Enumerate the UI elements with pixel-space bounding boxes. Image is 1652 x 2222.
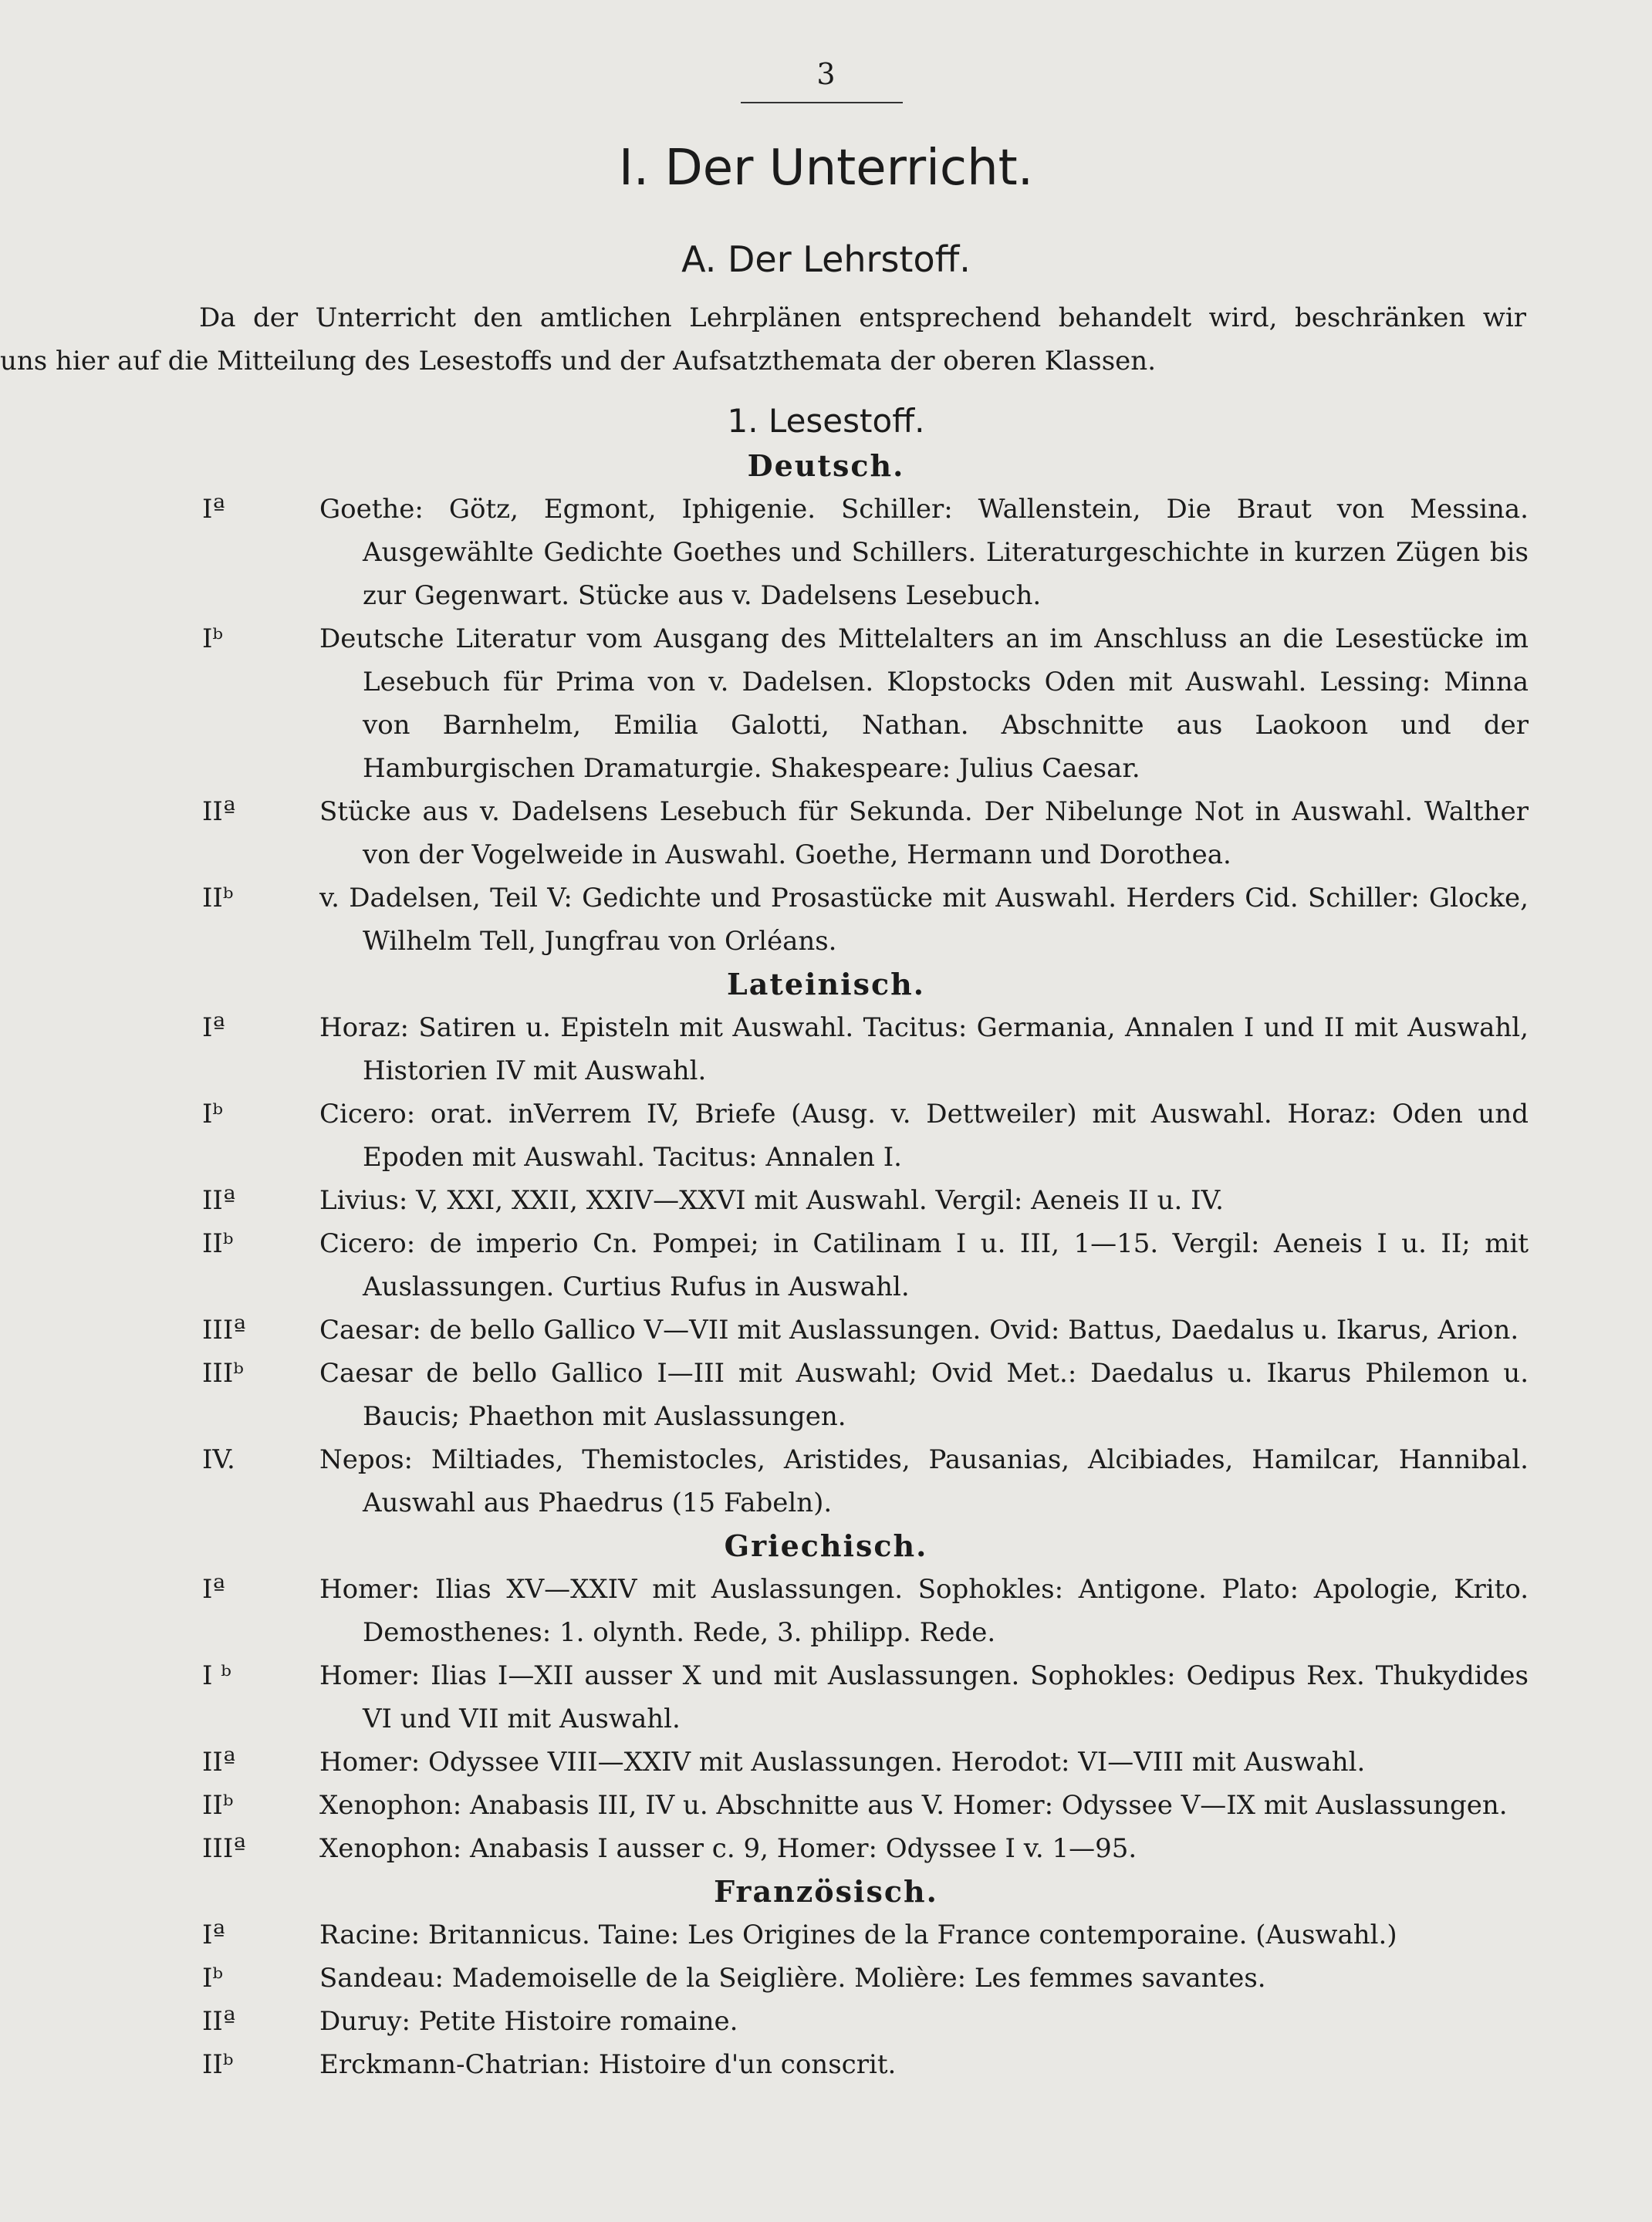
class-label: Iᵇ xyxy=(202,623,224,654)
entry-text: Goethe: Götz, Egmont, Iphigenie. Schiller: Wallenstein, Die Braut von Messina. Ausgewählte Gedichte Goethes und Schillers. Literaturgeschichte in kurzen Zügen bis zur Gegenwart. Stücke aus v. Dadelsens Lesebuch. xyxy=(319,494,1529,611)
class-label: Iª xyxy=(202,1574,225,1605)
entry-text: Stücke aus v. Dadelsens Lesebuch für Sekunda. Der Nibelunge Not in Auswahl. Walther von der Vogelweide in Auswahl. Goethe, Hermann und Dorothea. xyxy=(319,796,1529,870)
class-label: IIIª xyxy=(202,1833,246,1864)
class-label: I ᵇ xyxy=(202,1660,231,1691)
entry-text: Homer: Ilias I—XII ausser X und mit Auslassungen. Sophokles: Oedipus Rex. Thukydides VI und VII mit Auswahl. xyxy=(319,1660,1529,1734)
reading-entry xyxy=(0,1222,1652,1309)
page-number-rule xyxy=(741,102,903,103)
class-label: IIIª xyxy=(202,1315,246,1346)
class-label: IIᵇ xyxy=(202,1228,234,1259)
class-label: IIIᵇ xyxy=(202,1358,244,1389)
subject-heading: Französisch. xyxy=(714,1874,938,1909)
subject-heading: Griechisch. xyxy=(724,1528,928,1563)
subsection-title: 1. Lesestoff. xyxy=(727,402,925,440)
class-label: IIᵇ xyxy=(202,1790,234,1821)
reading-entry xyxy=(0,1654,1652,1741)
class-label: Iª xyxy=(202,1920,225,1950)
reading-entry xyxy=(0,1913,1652,1957)
reading-entry xyxy=(0,1741,1652,1784)
subject-heading: Deutsch. xyxy=(747,448,905,483)
class-label: IIª xyxy=(202,796,236,827)
entry-text: v. Dadelsen, Teil V: Gedichte und Prosastücke mit Auswahl. Herders Cid. Schiller: Glocke, Wilhelm Tell, Jungfrau von Orléans. xyxy=(319,883,1529,957)
reading-entry xyxy=(0,1309,1652,1352)
entry-text: Duruy: Petite Histoire romaine. xyxy=(319,2006,738,2037)
chapter-title: I. Der Unterricht. xyxy=(618,140,1034,197)
class-label: IIª xyxy=(202,1747,236,1778)
entry-text: Homer: Odyssee VIII—XXIV mit Auslassungen. Herodot: VI—VIII mit Auswahl. xyxy=(319,1747,1366,1778)
class-label: IIª xyxy=(202,1185,236,1216)
entry-text: Nepos: Miltiades, Themistocles, Aristides, Pausanias, Alcibiades, Hamilcar, Hannibal. Auswahl aus Phaedrus (15 Fabeln). xyxy=(319,1444,1529,1518)
entry-text: Deutsche Literatur vom Ausgang des Mittelalters an im Anschluss an die Lesestücke im Lesebuch für Prima von v. Dadelsen. Klopstocks Oden mit Auswahl. Lessing: Minna von Barnhelm, Emilia Galotti, Nathan. Abschnitte aus Laokoon und der Hamburgischen Dramaturgie. Shakespeare: Julius Caesar. xyxy=(319,623,1529,784)
class-label: Iᵇ xyxy=(202,1963,224,1994)
entry-text: Racine: Britannicus. Taine: Les Origines de la France contemporaine. (Auswahl.) xyxy=(319,1920,1397,1950)
reading-entry xyxy=(0,1827,1652,1870)
reading-entry xyxy=(0,1957,1652,2000)
entry-text: Xenophon: Anabasis I ausser c. 9, Homer: Odyssee I v. 1—95. xyxy=(319,1833,1137,1864)
reading-entry xyxy=(0,617,1652,790)
reading-entry xyxy=(0,1179,1652,1222)
reading-entry xyxy=(0,1352,1652,1438)
class-label: IIᵇ xyxy=(202,2049,234,2080)
intro-line-1: Da der Unterricht den amtlichen Lehrplänen entsprechend behandelt wird, beschränken wir xyxy=(199,302,1526,333)
reading-entry xyxy=(0,790,1652,876)
class-label: IIª xyxy=(202,2006,236,2037)
reading-entry xyxy=(0,2000,1652,2043)
reading-entry xyxy=(0,1438,1652,1525)
entry-text: Erckmann-Chatrian: Histoire d'un conscrit. xyxy=(319,2049,897,2080)
reading-entry xyxy=(0,1092,1652,1179)
entry-text: Cicero: de imperio Cn. Pompei; in Catilinam I u. III, 1—15. Vergil: Aeneis I u. II; mit Auslassungen. Curtius Rufus in Auswahl. xyxy=(319,1228,1529,1302)
reading-list xyxy=(0,444,1652,2086)
intro-line-2: uns hier auf die Mitteilung des Lesestoffs und der Aufsatzthemata der oberen Klassen. xyxy=(0,346,1157,377)
class-label: Iᵇ xyxy=(202,1099,224,1130)
reading-entry xyxy=(0,2043,1652,2086)
entry-text: Caesar de bello Gallico I—III mit Auswahl; Ovid Met.: Daedalus u. Ikarus Philemon u. Baucis; Phaethon mit Auslassungen. xyxy=(319,1358,1529,1432)
entry-text: Xenophon: Anabasis III, IV u. Abschnitte aus V. Homer: Odyssee V—IX mit Auslassungen. xyxy=(319,1790,1508,1821)
page-number: 3 xyxy=(816,57,836,91)
entry-text: Sandeau: Mademoiselle de la Seiglière. Molière: Les femmes savantes. xyxy=(319,1963,1266,1994)
section-heading: A. Der Lehrstoff. xyxy=(681,238,971,280)
entry-text: Homer: Ilias XV—XXIV mit Auslassungen. Sophokles: Antigone. Plato: Apologie, Krito. Demosthenes: 1. olynth. Rede, 3. philipp. Rede. xyxy=(319,1574,1529,1648)
entry-text: Cicero: orat. inVerrem IV, Briefe (Ausg. v. Dettweiler) mit Auswahl. Horaz: Oden und Epoden mit Auswahl. Tacitus: Annalen I. xyxy=(319,1099,1529,1173)
reading-entry xyxy=(0,488,1652,617)
reading-entry xyxy=(0,1006,1652,1092)
entry-text: Caesar: de bello Gallico V—VII mit Auslassungen. Ovid: Battus, Daedalus u. Ikarus, Arion. xyxy=(319,1315,1519,1346)
reading-entry xyxy=(0,1784,1652,1827)
class-label: IV. xyxy=(202,1444,235,1475)
subject-heading: Lateinisch. xyxy=(727,967,925,1001)
entry-text: Horaz: Satiren u. Episteln mit Auswahl. Tacitus: Germania, Annalen I und II mit Auswahl, Historien IV mit Auswahl. xyxy=(319,1012,1529,1086)
class-label: Iª xyxy=(202,1012,225,1043)
reading-entry xyxy=(0,1568,1652,1654)
reading-entry xyxy=(0,876,1652,963)
class-label: IIᵇ xyxy=(202,883,234,913)
intro-paragraph xyxy=(0,296,1526,383)
class-label: Iª xyxy=(202,494,225,525)
entry-text: Livius: V, XXI, XXII, XXIV—XXVI mit Auswahl. Vergil: Aeneis II u. IV. xyxy=(319,1185,1224,1216)
